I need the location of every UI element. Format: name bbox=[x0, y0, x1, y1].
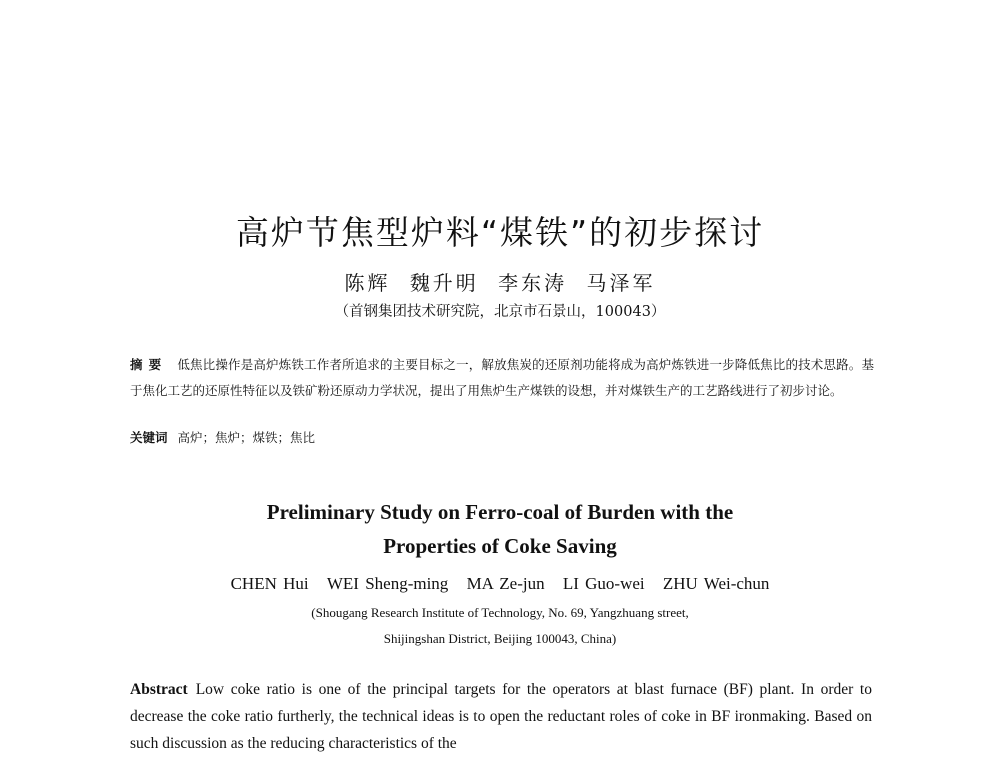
english-abstract-label: Abstract bbox=[130, 681, 188, 698]
english-title-line: Properties of Coke Saving bbox=[383, 534, 617, 559]
chinese-keywords bbox=[130, 428, 874, 448]
chinese-authors bbox=[0, 267, 1000, 296]
chinese-author: 马泽军 bbox=[586, 271, 656, 295]
english-affiliation-line: Shijingshan District, Beijing 100043, China) bbox=[383, 631, 617, 646]
chinese-abstract-label: 摘要 bbox=[130, 357, 168, 372]
english-author: MA Ze-jun bbox=[466, 574, 545, 593]
chinese-abstract bbox=[130, 352, 874, 404]
english-author: WEI Sheng-ming bbox=[326, 574, 449, 593]
english-authors bbox=[0, 574, 1000, 594]
chinese-title: 高炉节焦型炉料“煤铁”的初步探讨 bbox=[235, 213, 765, 253]
english-author: ZHU Wei-chun bbox=[662, 574, 770, 593]
english-affiliation-line: (Shougang Research Institute of Technology, No. 69, Yangzhuang street, bbox=[311, 605, 689, 620]
english-abstract-text: Low coke ratio is one of the principal targets for the operators at blast furnace (BF) plant. In order to decrease the coke ratio furtherly, the technical ideas is to open the reductant roles of coke in BF ironmaking. Based on such discussion as the reducing characteristics of the bbox=[130, 681, 872, 752]
chinese-author: 陈辉 bbox=[344, 271, 391, 295]
chinese-author: 魏升明 bbox=[409, 271, 479, 295]
english-author: CHEN Hui bbox=[230, 574, 309, 593]
chinese-abstract-text: 低焦比操作是高炉炼铁工作者所追求的主要目标之一，解放焦炭的还原剂功能将成为高炉炼铁进一步降低焦比的技术思路。基于焦化工艺的还原性特征以及铁矿粉还原动力学状况，提出了用焦炉生产煤铁的设想，并对煤铁生产的工艺路线进行了初步讨论。 bbox=[130, 357, 874, 398]
english-affiliation bbox=[0, 600, 1000, 652]
english-title bbox=[0, 495, 1000, 563]
chinese-affiliation: （首钢集团技术研究院，北京市石景山，100043） bbox=[334, 304, 666, 320]
english-title-line: Preliminary Study on Ferro-coal of Burden with the bbox=[266, 500, 734, 525]
english-abstract bbox=[130, 676, 872, 757]
chinese-keywords-label: 关键词 bbox=[130, 430, 168, 445]
chinese-author: 李东涛 bbox=[498, 271, 568, 295]
chinese-keywords-text: 高炉；焦炉；煤铁；焦比 bbox=[177, 430, 316, 445]
english-author: LI Guo-wei bbox=[562, 574, 645, 593]
